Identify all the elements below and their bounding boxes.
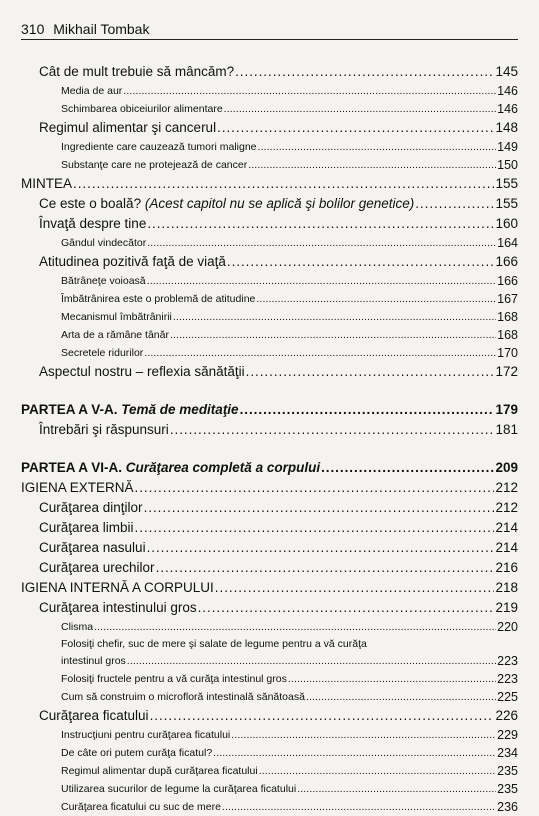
toc-entry-title-text: Curăţarea dinţilor [39, 500, 143, 515]
toc-entry [21, 744, 518, 762]
toc-entry-page: 166 [497, 274, 518, 288]
toc-entry [21, 780, 518, 798]
toc-entry-page: 226 [495, 708, 518, 723]
toc-entry-page: 235 [497, 764, 518, 778]
toc-entry-wrapped-line: Folosiţi chefir, suc de mere şi salate de legume pentru a vă curăţa [61, 638, 367, 650]
toc-entry-page: 223 [497, 654, 518, 668]
toc-entry-title-text: Cât de mult trebuie să mâncăm? [39, 64, 235, 79]
toc-entry-page: 172 [495, 364, 518, 379]
dot-leader [227, 252, 495, 272]
toc-entry-page: 146 [497, 84, 518, 98]
dot-leader [215, 578, 495, 598]
toc-entry-page: 214 [495, 520, 518, 535]
toc-entry [21, 726, 518, 744]
toc-entry-title-text: intestinul gros [61, 655, 126, 667]
toc-entry [21, 762, 518, 780]
toc-part-heading [21, 400, 518, 420]
toc-entry-page: 214 [495, 540, 518, 555]
toc-entry-title-text: Îmbătrânirea este o problemă de atitudine [61, 293, 256, 305]
dot-leader [256, 290, 496, 308]
toc-entry-title-text: PARTEA A VI-A. [21, 460, 122, 475]
toc-entry-title [21, 598, 197, 618]
toc-entry-title [21, 156, 247, 174]
toc-entry-page: 181 [495, 422, 518, 437]
toc-entry-title-text: Regimul alimentar după curăţarea ficatului [61, 765, 258, 777]
running-header-author: Mikhail Tombak [53, 21, 150, 37]
toc-entry-page: 179 [495, 402, 518, 417]
dot-leader [224, 100, 496, 118]
toc-entry [21, 706, 518, 726]
toc-entry-page: 236 [497, 800, 518, 814]
toc-entry-page: 155 [495, 196, 518, 211]
toc-entry-title [21, 618, 93, 636]
toc-entry-page: 212 [495, 480, 518, 495]
toc-entry-title [21, 798, 221, 816]
toc-entry-title [21, 400, 239, 420]
dot-leader [288, 670, 496, 688]
toc-entry-title-italic: Curăţarea completă a corpului [125, 460, 321, 475]
dot-leader [213, 744, 496, 762]
dot-leader [147, 272, 496, 290]
toc-entry [21, 652, 518, 670]
toc-entry [21, 558, 518, 578]
toc-entry-title [21, 558, 155, 578]
toc-entry-title-text: Media de aur [61, 85, 123, 97]
toc-entry-page: 149 [497, 140, 518, 154]
toc-entry-title-text: Curăţarea urechilor [39, 560, 155, 575]
toc-entry-title-text: Secretele ridurilor [61, 347, 144, 359]
dot-leader [321, 458, 494, 478]
toc-entry [21, 362, 518, 382]
toc-entry-page: 150 [497, 158, 518, 172]
toc-entry-title [21, 498, 143, 518]
toc-entry-page: 220 [497, 620, 518, 634]
dot-leader [156, 558, 495, 578]
toc-entry-page: 155 [495, 176, 518, 191]
toc-entry-page: 168 [497, 310, 518, 324]
toc-entry-title-text: Învaţă despre tine [39, 216, 147, 231]
toc-entry [21, 498, 518, 518]
section-gap [21, 382, 518, 400]
toc-entry-title-text: Întrebări şi răspunsuri [39, 422, 169, 437]
toc-entry-title-text: Curăţarea ficatului [39, 708, 149, 723]
dot-leader [231, 726, 496, 744]
toc-entry-title [21, 214, 146, 234]
toc-entry-title [21, 118, 216, 138]
toc-entry-title [21, 458, 320, 478]
toc-entry [21, 100, 518, 118]
toc-entry-title [21, 290, 255, 308]
toc-entry-title [21, 82, 122, 100]
toc-entry-title [21, 234, 146, 252]
toc-entry-page: 218 [495, 580, 518, 595]
dot-leader [150, 706, 495, 726]
toc-entry-title [21, 780, 296, 798]
toc-entry-title-text: Ingrediente care cauzează tumori maligne [61, 141, 257, 153]
dot-leader [235, 62, 494, 82]
toc-entry [21, 252, 518, 272]
toc-entry-title [21, 62, 234, 82]
dot-leader [415, 194, 494, 214]
toc-entry-title-text: Curăţarea nasului [39, 540, 146, 555]
dot-leader [240, 400, 495, 420]
dot-leader [127, 652, 496, 670]
toc-entry-title [21, 744, 212, 762]
toc-entry-page: 164 [497, 236, 518, 250]
dot-leader [297, 780, 496, 798]
dot-leader [144, 344, 496, 362]
toc-entry-page: 235 [497, 782, 518, 796]
toc-entry-page: 212 [495, 500, 518, 515]
toc-entry-title-text: Arta de a rămâne tânăr [61, 329, 169, 341]
toc-entry [21, 538, 518, 558]
toc-entry-title-text: De câte ori putem curăţa ficatul? [61, 747, 213, 759]
toc-entry-title [21, 420, 169, 440]
toc-entry-page: 160 [495, 216, 518, 231]
toc-entry-title [21, 308, 172, 326]
toc-entry [21, 156, 518, 174]
toc-entry [21, 326, 518, 344]
toc-entry-page: 167 [497, 292, 518, 306]
toc-entry-title [21, 194, 414, 214]
toc-entry-title [21, 578, 214, 598]
table-of-contents [21, 62, 518, 816]
toc-entry-page: 145 [495, 64, 518, 79]
toc-entry-title-text: Atitudinea pozitivă faţă de viaţă [39, 254, 226, 269]
dot-leader [135, 478, 495, 498]
toc-entry [21, 670, 518, 688]
dot-leader [259, 762, 496, 780]
toc-entry [21, 518, 518, 538]
toc-entry [21, 194, 518, 214]
dot-leader [144, 498, 495, 518]
toc-entry [21, 344, 518, 362]
toc-entry-page: 219 [495, 600, 518, 615]
dot-leader [306, 688, 496, 706]
toc-entry [21, 138, 518, 156]
toc-entry-title-text: Curăţarea intestinului gros [39, 600, 197, 615]
toc-entry-title-text: Ce este o boală? [39, 196, 142, 211]
running-header [21, 20, 518, 40]
toc-entry-title-text: MINTEA [21, 176, 73, 191]
toc-entry [21, 214, 518, 234]
toc-entry-title-text: Curăţarea limbii [39, 520, 134, 535]
toc-part-heading [21, 458, 518, 478]
toc-entry-title [21, 362, 245, 382]
page-number: 310 [21, 21, 45, 37]
toc-entry-title-text: Cum să construim o microfloră intestinală sănătoasă [61, 691, 305, 703]
toc-entry-title-text: Schimbarea obiceiurilor alimentare [61, 103, 223, 115]
toc-entry [21, 688, 518, 706]
dot-leader [222, 798, 496, 816]
toc-entry [21, 82, 518, 100]
toc-entry-title-text: Gândul vindecător [61, 237, 147, 249]
dot-leader [198, 598, 495, 618]
toc-entry-title [21, 138, 257, 156]
section-gap [21, 440, 518, 458]
toc-entry-title-text: Bătrâneţe voioasă [61, 275, 146, 287]
toc-entry-page: 234 [497, 746, 518, 760]
toc-entry-title [21, 252, 226, 272]
toc-entry-page: 170 [497, 346, 518, 360]
toc-entry [21, 234, 518, 252]
toc-entry-page: 148 [495, 120, 518, 135]
toc-entry [21, 272, 518, 290]
toc-entry-title-text: Clisma [61, 621, 94, 633]
dot-leader [173, 308, 496, 326]
toc-section-heading [21, 478, 518, 498]
toc-section-heading [21, 174, 518, 194]
toc-entry-title-italic: Temă de meditaţie [121, 402, 239, 417]
toc-entry [21, 618, 518, 636]
toc-entry-title [21, 652, 126, 670]
toc-entry-title [21, 174, 72, 194]
toc-entry-title [21, 670, 287, 688]
dot-leader [147, 234, 496, 252]
toc-entry [21, 290, 518, 308]
toc-entry-title [21, 538, 146, 558]
dot-leader [135, 518, 495, 538]
toc-entry-title-text: IGIENA EXTERNĂ [21, 480, 134, 495]
toc-section-heading [21, 578, 518, 598]
toc-entry [21, 62, 518, 82]
dot-leader [94, 618, 496, 636]
toc-entry-title-text: IGIENA INTERNĂ A CORPULUI [21, 580, 214, 595]
toc-entry-title [21, 688, 305, 706]
toc-entry-page: 229 [497, 728, 518, 742]
toc-entry-title-text: Folosiţi fructele pentru a vă curăţa intestinul gros [61, 673, 287, 685]
toc-entry-title-text: PARTEA A V-A. [21, 402, 118, 417]
toc-entry-title-text: Curăţarea ficatului cu suc de mere [61, 801, 221, 813]
dot-leader [123, 82, 496, 100]
toc-entry-page: 166 [495, 254, 518, 269]
toc-entry-title [21, 478, 134, 498]
dot-leader [246, 362, 495, 382]
toc-entry-page: 223 [497, 672, 518, 686]
dot-leader [170, 326, 496, 344]
dot-leader [73, 174, 494, 194]
toc-entry [21, 598, 518, 618]
toc-entry-title [21, 326, 169, 344]
toc-entry-title-text: Substanţe care ne protejează de cancer [61, 159, 248, 171]
toc-entry-page: 216 [495, 560, 518, 575]
toc-entry-title-text: Aspectul nostru – reflexia sănătăţii [39, 364, 245, 379]
toc-entry-page: 168 [497, 328, 518, 342]
dot-leader [147, 214, 494, 234]
toc-entry-title [21, 272, 146, 290]
toc-entry-title-italic: (Acest capitol nu se aplică şi bolilor genetice) [144, 196, 415, 211]
toc-entry-title-text: Instrucţiuni pentru curăţarea ficatului [61, 729, 231, 741]
dot-leader [170, 420, 495, 440]
toc-entry [21, 118, 518, 138]
toc-entry-title [21, 100, 223, 118]
dot-leader [248, 156, 496, 174]
dot-leader [147, 538, 495, 558]
dot-leader [217, 118, 494, 138]
toc-entry [21, 420, 518, 440]
toc-entry-title-text: Mecanismul îmbătrânirii [61, 311, 172, 323]
toc-entry-title [21, 344, 143, 362]
toc-entry-title-text: Regimul alimentar şi cancerul [39, 120, 217, 135]
dot-leader [258, 138, 497, 156]
toc-entry-title [21, 706, 149, 726]
toc-entry-title [21, 518, 134, 538]
toc-entry-page: 225 [497, 690, 518, 704]
toc-entry-title [21, 762, 258, 780]
toc-entry-page: 146 [497, 102, 518, 116]
toc-entry-title [21, 726, 230, 744]
toc-entry-page: 209 [495, 460, 518, 475]
toc-entry [21, 798, 518, 816]
toc-entry-title-text: Utilizarea sucurilor de legume la curăţarea ficatului [61, 783, 297, 795]
toc-entry [21, 308, 518, 326]
